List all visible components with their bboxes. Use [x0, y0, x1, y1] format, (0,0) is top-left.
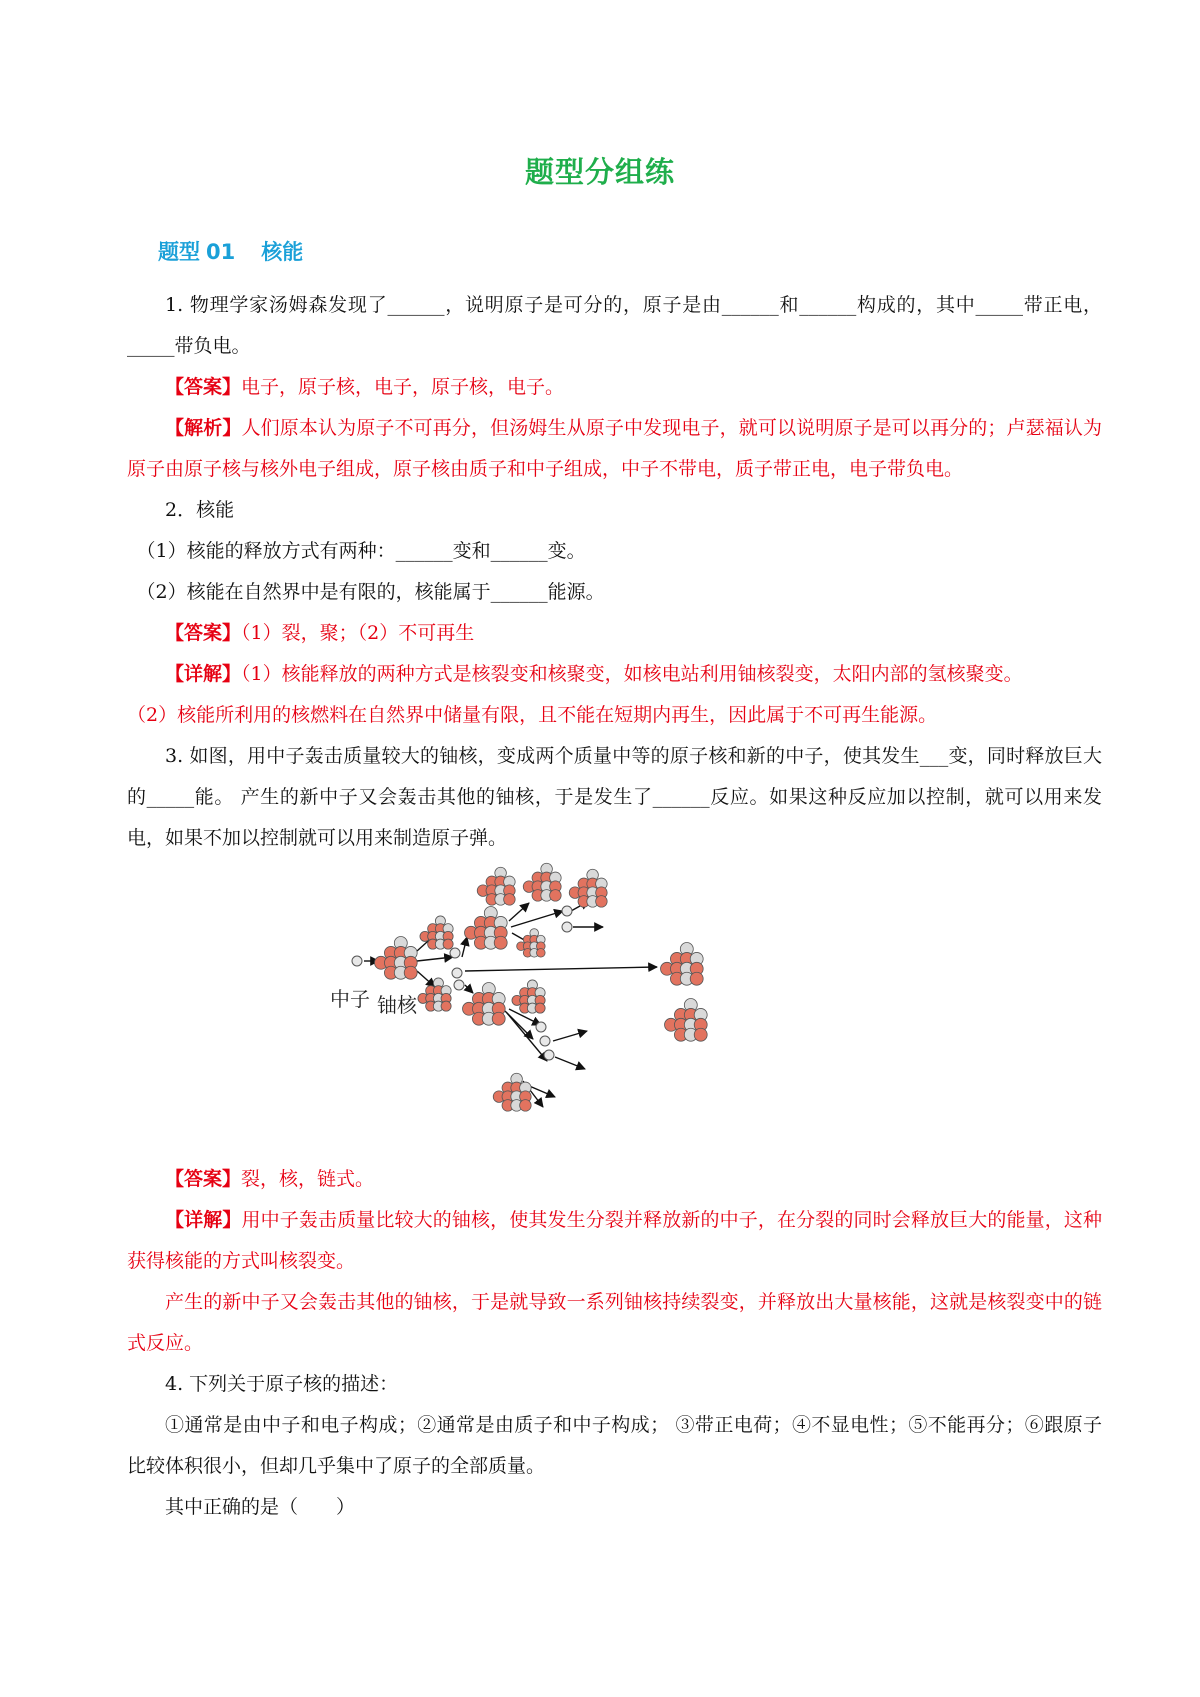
neutron	[540, 1036, 550, 1046]
neutron-arrow	[507, 1013, 547, 1061]
analysis-1	[127, 408, 1102, 490]
neutron-label: 中子	[330, 987, 370, 1011]
question-3: 3. 如图，用中子轰击质量较大的铀核，变成两个质量中等的原子核和新的中子，使其发生___变，同时释放巨大的_____能。 产生的新中子又会轰击其他的铀核，于是发生了______反应。如果这种反应加以控制，就可以用来发电，如果不加以控制就可以用来制造原子弹。	[127, 745, 1102, 849]
section-label: 题型	[158, 240, 200, 264]
fragment-nucleus	[569, 869, 607, 907]
neutron-arrow	[555, 1057, 585, 1069]
uranium-nucleus	[665, 999, 708, 1042]
analysis-tag: 【解析】	[165, 417, 242, 439]
answer-2	[127, 613, 1102, 654]
answer-3	[127, 1159, 1102, 1200]
neutron-arrow	[553, 1031, 587, 1041]
section-number: 01	[206, 240, 236, 264]
question-4: 4. 下列关于原子核的描述：	[165, 1373, 399, 1395]
detail-text: （1）核能释放的两种方式是核裂变和核聚变，如核电站利用铀核裂变，太阳内部的氢核聚变。	[241, 663, 1023, 685]
analysis-text: 人们原本认为原子不可再分，但汤姆生从原子中发现电子，就可以说明原子是可以再分的；卢瑟福认为原子由原子核与核外电子组成，原子核由质子和中子组成，中子不带电，质子带正电，电子带负电。	[127, 417, 1102, 480]
uranium-nucleus	[465, 907, 508, 950]
detail-2	[127, 654, 1102, 695]
fragment-nucleus	[477, 867, 515, 905]
section-topic: 核能	[261, 240, 304, 264]
detail-tag: 【详解】	[165, 663, 242, 685]
detail-text: 用中子轰击质量比较大的铀核，使其发生分裂并释放新的中子，在分裂的同时会释放巨大的能量，这种获得核能的方式叫核裂变。	[127, 1209, 1102, 1272]
neutron-arrow	[417, 971, 435, 987]
detail-3-continued: 产生的新中子又会轰击其他的铀核，于是就导致一系列铀核持续裂变，并释放出大量核能，这就是核裂变中的链式反应。	[127, 1291, 1102, 1354]
uranium-nucleus	[375, 937, 418, 980]
neutron-arrow	[417, 957, 453, 961]
neutron	[562, 922, 572, 932]
question-2-part-1: （1）核能的释放方式有两种：______变和______变。	[136, 540, 586, 562]
neutron-arrow	[462, 937, 467, 957]
neutrons	[352, 906, 572, 1060]
nuclei	[375, 863, 708, 1111]
question-1: 1. 物理学家汤姆森发现了______，说明原子是可分的，原子是由______和______构成的，其中_____带正电，_____带负电。	[127, 294, 1102, 357]
question-2: 2．核能	[165, 499, 235, 521]
answer-tag: 【答案】	[165, 622, 242, 644]
neutron	[352, 956, 362, 966]
question-4-prompt: 其中正确的是（ ）	[165, 1496, 356, 1518]
detail-tag: 【详解】	[165, 1209, 242, 1231]
neutron-arrow	[509, 903, 529, 921]
answer-text: 裂，核，链式。	[241, 1168, 375, 1190]
detail-2-continued: （2）核能所利用的核燃料在自然界中储量有限，且不能在短期内再生，因此属于不可再生能源。	[127, 704, 938, 726]
uranium-label: 铀核	[377, 993, 417, 1017]
uranium-nucleus	[661, 943, 704, 986]
question-2-part-2: （2）核能在自然界中是有限的，核能属于______能源。	[136, 581, 605, 603]
neutron	[544, 1050, 554, 1060]
chain-reaction-figure	[127, 859, 1102, 1159]
neutron	[454, 980, 464, 990]
neutron-arrow	[465, 967, 657, 971]
fragment-nucleus	[418, 978, 451, 1011]
question-4-options: ①通常是由中子和电子构成；②通常是由质子和中子构成； ③带正电荷；④不显电性；⑤不能再分；⑥跟原子比较体积很小，但却几乎集中了原子的全部质量。	[127, 1414, 1102, 1477]
document-body	[127, 285, 1102, 1528]
answer-1	[127, 367, 1102, 408]
neutron	[536, 1022, 546, 1032]
page-title: 题型分组练	[524, 155, 675, 189]
neutron	[450, 948, 460, 958]
answer-text: 电子，原子核，电子，原子核，电子。	[241, 376, 565, 398]
answer-tag: 【答案】	[165, 376, 242, 398]
fragment-nucleus	[512, 980, 545, 1013]
neutron-arrow	[465, 985, 473, 993]
neutron	[562, 906, 572, 916]
fragment-nucleus	[493, 1073, 531, 1111]
answer-tag: 【答案】	[165, 1168, 242, 1190]
detail-3	[127, 1200, 1102, 1282]
fragment-nucleus	[523, 863, 561, 901]
fragment-nucleus	[517, 929, 545, 957]
neutron-arrow	[511, 911, 563, 927]
answer-text: （1）裂，聚；（2）不可再生	[241, 622, 475, 644]
section-heading	[158, 236, 303, 266]
neutron	[452, 968, 462, 978]
